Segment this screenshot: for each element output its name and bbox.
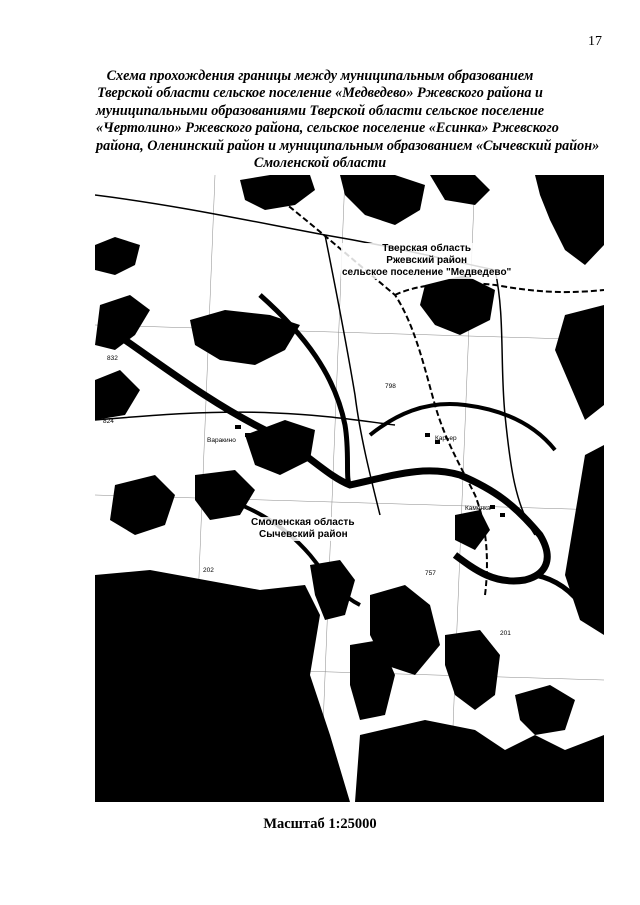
place-label: Каменка xyxy=(465,505,491,512)
title-line: муниципальными образованиями Тверской области сельское поселение xyxy=(96,102,545,119)
region-label-line: Ржевский район xyxy=(386,255,467,266)
map-scale: Масштаб 1:25000 xyxy=(263,816,377,832)
topographic-map xyxy=(95,175,604,802)
region-label-line: Сычевский район xyxy=(259,529,348,540)
title-line: Тверской области сельское поселение «Медведево» Ржевского района и xyxy=(97,85,543,102)
elevation-number: 824 xyxy=(103,418,114,425)
elevation-number: 202 xyxy=(203,567,214,574)
elevation-number: 206 xyxy=(203,680,214,687)
title-line: «Чертолино» Ржевского района, сельское поселение «Есинка» Ржевского xyxy=(96,120,559,137)
region-label-line: сельское поселение "Медведево" xyxy=(342,267,512,278)
elevation-number: 757 xyxy=(425,570,436,577)
elevation-number: 798 xyxy=(385,383,396,390)
page-number: 17 xyxy=(588,34,602,49)
title-line: Схема прохождения границы между муниципальным образованием xyxy=(106,68,534,84)
elevation-number: 201 xyxy=(500,630,511,637)
rivers xyxy=(125,295,585,610)
place-label: Варакино xyxy=(207,437,236,444)
title-line: района, Оленинский район и муниципальным образованием «Сычевский район» xyxy=(96,137,600,154)
place-label: Карьер xyxy=(435,435,457,442)
elevation-number: 207 xyxy=(520,787,531,794)
region-label-line: Смоленская область xyxy=(251,517,355,528)
elevation-number: 832 xyxy=(107,355,118,362)
region-label-line: Тверская область xyxy=(382,243,471,254)
title-line: Смоленской области xyxy=(253,155,387,172)
elevation-number: 205 xyxy=(393,603,404,610)
smolensk-region-label xyxy=(250,517,355,541)
tver-region-label xyxy=(341,243,512,279)
map-title xyxy=(96,68,600,172)
